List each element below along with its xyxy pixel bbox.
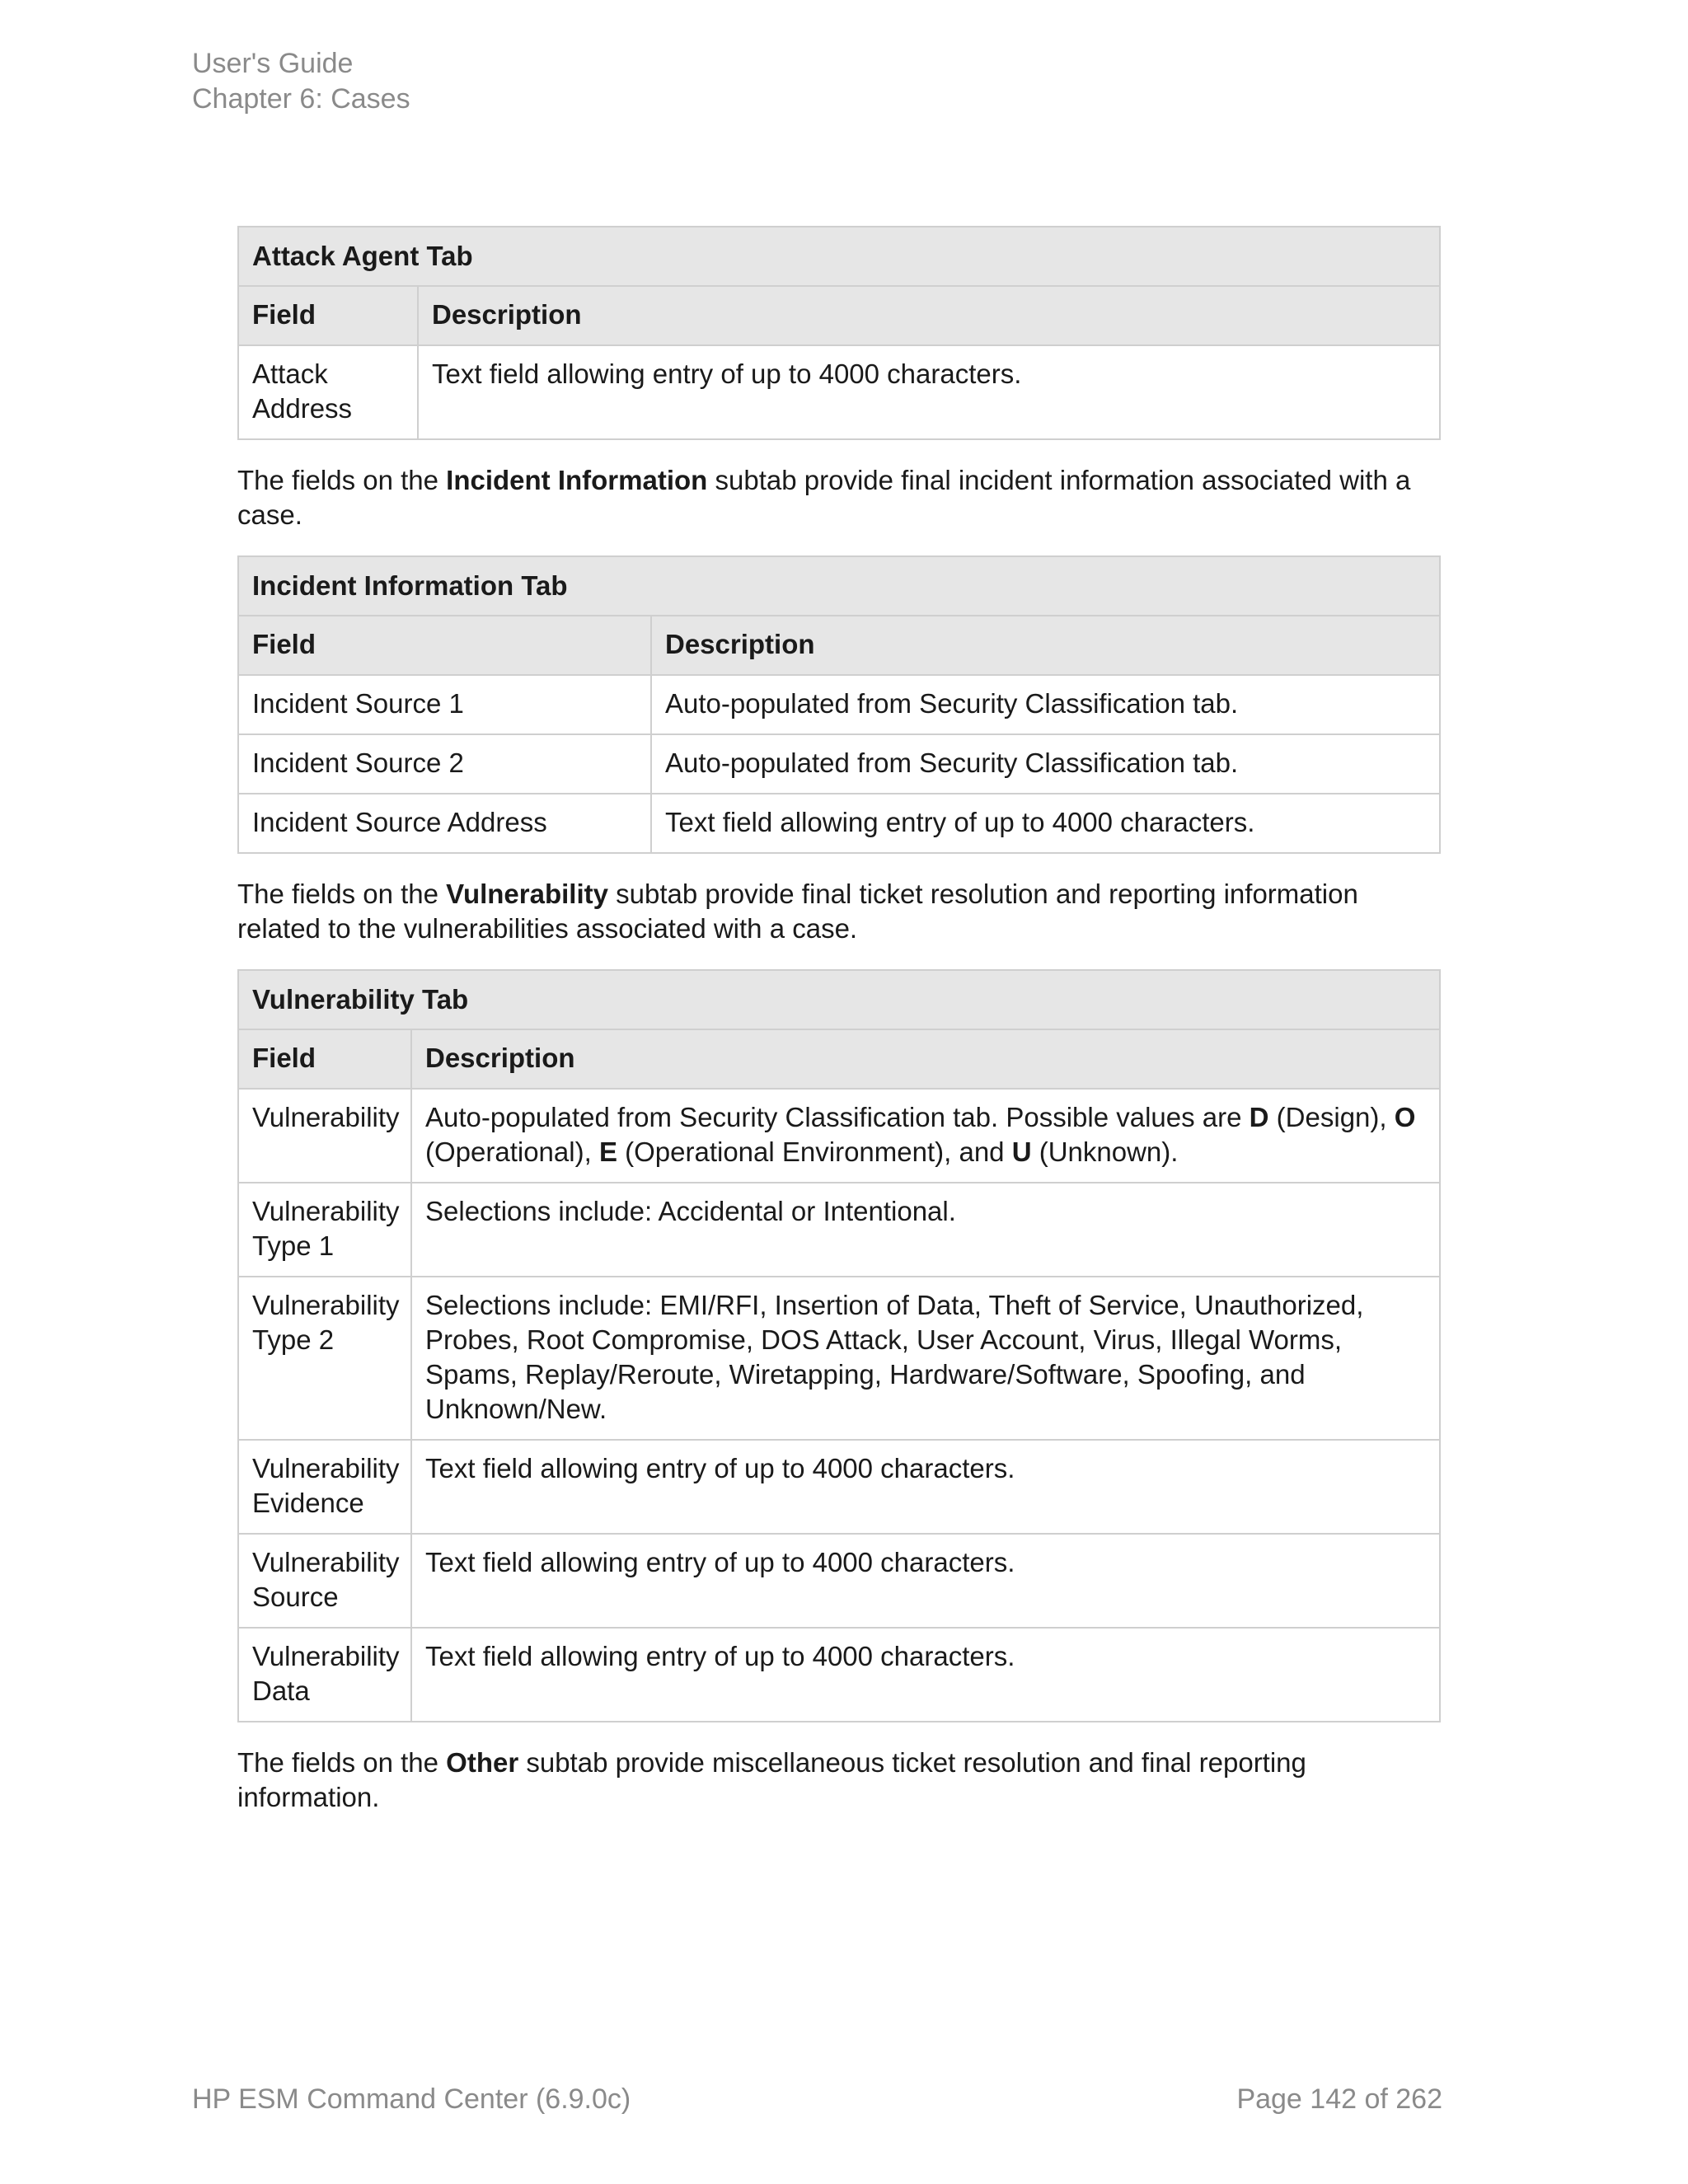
value-code: U xyxy=(1011,1137,1032,1167)
column-header-description: Description xyxy=(411,1029,1440,1089)
description-cell: Text field allowing entry of up to 4000 characters. xyxy=(418,345,1440,439)
description-text: (Operational), xyxy=(425,1137,599,1167)
field-cell: Attack Address xyxy=(238,345,418,439)
other-intro-paragraph xyxy=(237,1746,1441,1815)
chapter-title: Chapter 6: Cases xyxy=(192,83,410,115)
field-cell: Incident Source Address xyxy=(238,794,651,853)
description-cell: Text field allowing entry of up to 4000 characters. xyxy=(411,1534,1440,1628)
table-row xyxy=(238,794,1440,853)
intro-bold-term: Incident Information xyxy=(446,465,708,495)
field-cell: Vulnerability Evidence xyxy=(238,1440,411,1534)
field-cell: Incident Source 2 xyxy=(238,734,651,794)
intro-bold-term: Other xyxy=(446,1747,519,1778)
table-row xyxy=(238,1183,1440,1277)
running-header xyxy=(192,46,410,117)
table-row xyxy=(238,1628,1440,1722)
page-number: Page 142 of 262 xyxy=(1236,2083,1442,2115)
value-code: O xyxy=(1394,1102,1416,1132)
intro-text: subtab provide final ticket resolution and reporting information related to the vulnerabilities associated with a case. xyxy=(237,879,1358,944)
table-row xyxy=(238,1440,1440,1534)
intro-text: The fields on the xyxy=(237,1747,447,1778)
column-header-description: Description xyxy=(651,616,1440,675)
intro-bold-term: Vulnerability xyxy=(446,879,608,909)
description-text: Auto-populated from Security Classification tab. Possible values are xyxy=(425,1102,1250,1132)
incident-intro-paragraph xyxy=(237,463,1441,532)
description-text: (Design), xyxy=(1268,1102,1395,1132)
field-cell: Vulnerability xyxy=(238,1089,411,1183)
description-cell: Text field allowing entry of up to 4000 characters. xyxy=(411,1628,1440,1722)
field-cell: Vulnerability Data xyxy=(238,1628,411,1722)
table-row xyxy=(238,675,1440,734)
vulnerability-table xyxy=(237,969,1441,1722)
description-cell: Text field allowing entry of up to 4000 characters. xyxy=(411,1440,1440,1534)
description-text: (Unknown). xyxy=(1031,1137,1179,1167)
field-cell: Vulnerability Type 2 xyxy=(238,1277,411,1440)
product-name: HP ESM Command Center (6.9.0c) xyxy=(192,2083,631,2115)
column-header-field: Field xyxy=(238,616,651,675)
column-header-field: Field xyxy=(238,286,418,345)
intro-text: subtab provide final incident information associated with a case. xyxy=(237,465,1411,530)
field-cell: Vulnerability Source xyxy=(238,1534,411,1628)
table-row xyxy=(238,1534,1440,1628)
incident-information-table xyxy=(237,555,1441,854)
description-text: (Operational Environment), and xyxy=(617,1137,1012,1167)
page-content xyxy=(237,226,1441,1815)
description-cell: Auto-populated from Security Classification tab. xyxy=(651,734,1440,794)
field-cell: Vulnerability Type 1 xyxy=(238,1183,411,1277)
guide-title: User's Guide xyxy=(192,48,354,79)
description-cell: Auto-populated from Security Classification tab. xyxy=(651,675,1440,734)
table-row xyxy=(238,1089,1440,1183)
description-cell: Selections include: Accidental or Intentional. xyxy=(411,1183,1440,1277)
column-header-description: Description xyxy=(418,286,1440,345)
vulnerability-intro-paragraph xyxy=(237,877,1441,946)
table-row xyxy=(238,1277,1440,1440)
intro-text: subtab provide miscellaneous ticket resolution and final reporting information. xyxy=(237,1747,1306,1812)
intro-text: The fields on the xyxy=(237,879,447,909)
table-title: Vulnerability Tab xyxy=(238,970,1440,1029)
intro-text: The fields on the xyxy=(237,465,447,495)
table-title: Attack Agent Tab xyxy=(238,227,1440,286)
description-cell: Selections include: EMI/RFI, Insertion of Data, Theft of Service, Unauthorized, Probes, Root Compromise, DOS Attack, User Account, Virus, Illegal Worms, Spams, Replay/Reroute, Wiretapping, Hardware/Software, Spoofing, and Unknown/New. xyxy=(411,1277,1440,1440)
field-cell: Incident Source 1 xyxy=(238,675,651,734)
table-title: Incident Information Tab xyxy=(238,556,1440,616)
attack-agent-table xyxy=(237,226,1441,440)
description-cell xyxy=(411,1089,1440,1183)
table-row xyxy=(238,345,1440,439)
column-header-field: Field xyxy=(238,1029,411,1089)
description-cell: Text field allowing entry of up to 4000 characters. xyxy=(651,794,1440,853)
value-code: D xyxy=(1249,1102,1269,1132)
table-row xyxy=(238,734,1440,794)
value-code: E xyxy=(598,1137,617,1167)
